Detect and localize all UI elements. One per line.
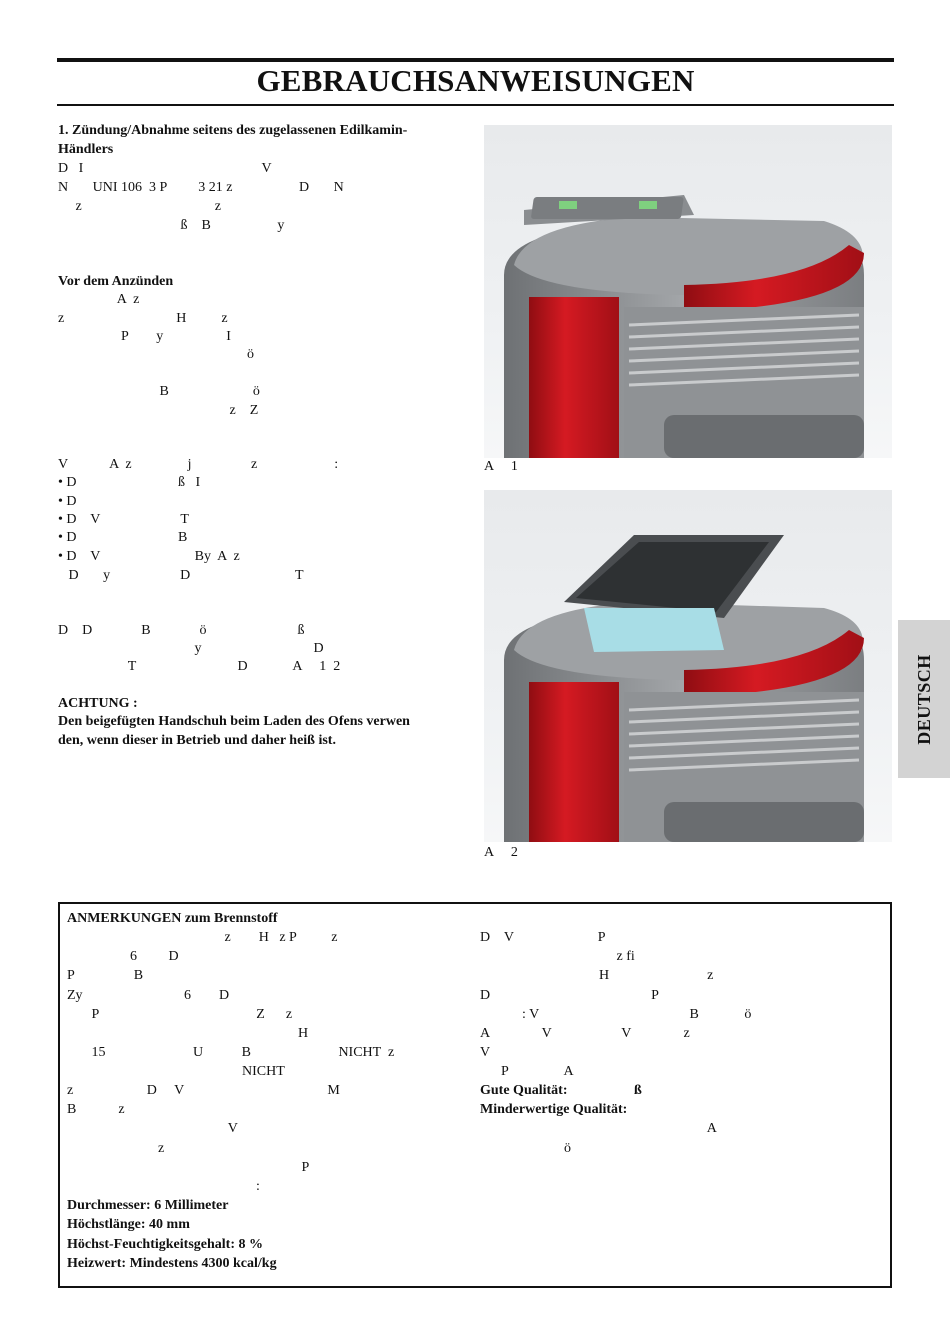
notes-line: P B xyxy=(67,968,144,983)
notes-line: H xyxy=(67,1026,309,1041)
body-line: D D B ö ß xyxy=(58,623,305,638)
notes-line: B z xyxy=(67,1102,125,1117)
body-line: D I V xyxy=(58,161,272,176)
quality-good: Gute Qualität: ß xyxy=(480,1083,642,1098)
warning-text-cont: den, wenn dieser in Betrieb und daher heiß ist. xyxy=(58,733,336,748)
body-line: N UNI 106 3 P 3 21 z D N xyxy=(58,180,344,195)
body-line: A z xyxy=(58,292,140,307)
notes-line: z H z P z xyxy=(67,930,338,945)
notes-line: V xyxy=(67,1121,238,1136)
notes-line: A V V z xyxy=(480,1026,690,1041)
body-line: T D A 1 2 xyxy=(58,659,341,674)
stove-open-lid-illustration xyxy=(484,490,892,842)
warning-text: Den beigefügten Handschuh beim Laden des Ofens verwen xyxy=(58,714,410,729)
notes-line: P Z z xyxy=(67,1007,293,1022)
notes-line: P xyxy=(67,1160,310,1175)
subheading-vor-dem-anzuenden: Vor dem Anzünden xyxy=(58,274,174,289)
page-title: GEBRAUCHSANWEISUNGEN xyxy=(256,63,695,98)
bullet-item: • D xyxy=(58,494,77,509)
stove-closed-illustration xyxy=(484,125,892,458)
notes-heading: ANMERKUNGEN zum Brennstoff xyxy=(67,911,278,926)
bullet-item: • D B xyxy=(58,530,188,545)
body-line: V A z j z : xyxy=(58,457,339,472)
bullet-item: • D V T xyxy=(58,512,189,527)
notes-line: z fi xyxy=(480,949,635,964)
notes-line: z xyxy=(67,1141,165,1156)
section-heading-cont: Händlers xyxy=(58,142,114,157)
bullet-item: • D V By A z xyxy=(58,549,240,564)
language-tab xyxy=(898,620,950,778)
language-tab-label: DEUTSCH xyxy=(913,653,934,745)
body-line: z z xyxy=(58,199,221,214)
notes-line: 6 D xyxy=(67,949,179,964)
spec-max-length: Höchstlänge: 40 mm xyxy=(67,1217,190,1232)
notes-line: P A xyxy=(480,1064,574,1079)
notes-line: V xyxy=(480,1045,491,1060)
bullet-item: • D ß I xyxy=(58,475,201,490)
figure-2-caption: A 2 xyxy=(484,845,518,860)
body-line: y D xyxy=(58,641,324,656)
spec-diameter: Durchmesser: 6 Millimeter xyxy=(67,1198,229,1213)
warning-heading: ACHTUNG : xyxy=(58,696,138,711)
notes-line: 15 U B NICHT z xyxy=(67,1045,395,1060)
notes-line: NICHT xyxy=(67,1064,285,1079)
figure-1-stove-image xyxy=(484,125,892,458)
figure-2-stove-image xyxy=(484,490,892,842)
notes-line: H z xyxy=(480,968,714,983)
spec-moisture: Höchst-Feuchtigkeitsgehalt: 8 % xyxy=(67,1237,263,1252)
body-line: P y I xyxy=(58,329,231,344)
notes-line: ö xyxy=(480,1141,571,1156)
body-line: B ö xyxy=(58,384,260,399)
section-heading: 1. Zündung/Abnahme seitens des zugelassenen Edilkamin- xyxy=(58,123,408,138)
notes-line: D P xyxy=(480,988,659,1003)
body-line: ö xyxy=(58,347,254,362)
quality-poor: Minderwertige Qualität: xyxy=(480,1102,628,1117)
title-bottom-rule xyxy=(57,104,894,106)
bullet-item-cont: D y D T xyxy=(58,568,304,583)
spec-heating-value: Heizwert: Mindestens 4300 kcal/kg xyxy=(67,1256,277,1271)
notes-line: z D V M xyxy=(67,1083,340,1098)
notes-line: D V P xyxy=(480,930,606,945)
notes-line: A xyxy=(480,1121,717,1136)
body-line: z H z xyxy=(58,311,228,326)
figure-1-caption: A 1 xyxy=(484,459,518,474)
notes-line: : V B ö xyxy=(480,1007,752,1022)
body-line: z Z xyxy=(58,403,259,418)
notes-line: : xyxy=(67,1179,260,1194)
notes-line: Zy 6 D xyxy=(67,988,230,1003)
body-line: ß B y xyxy=(58,218,285,233)
